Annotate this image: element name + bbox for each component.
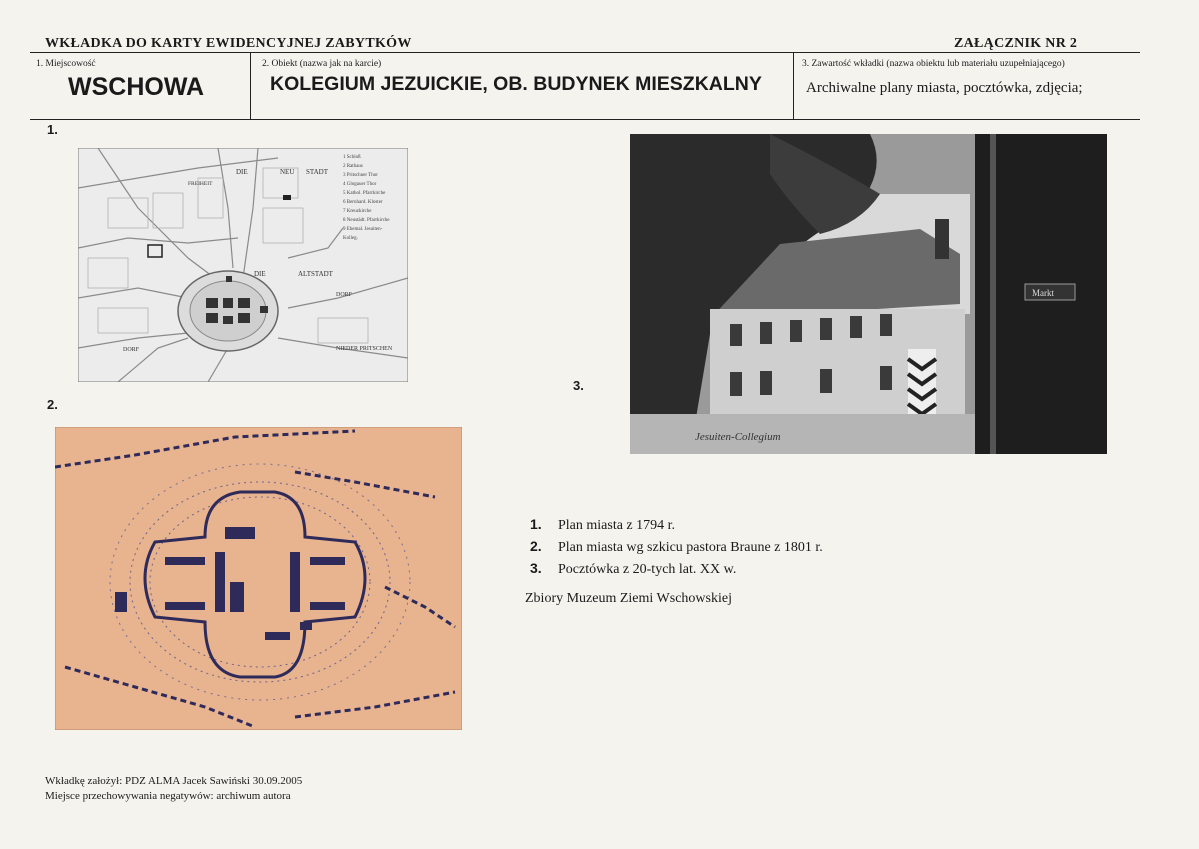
author-note: Wkładkę założył: PDZ ALMA Jacek Sawiński 30.09.2005 (45, 775, 303, 787)
svg-text:3 Pritschner Thor: 3 Pritschner Thor (343, 173, 378, 178)
map-label-dorf-2: DORF (123, 347, 140, 353)
city-plan-1801 (55, 427, 462, 730)
caption-item-3: 3. Pocztówka z 20-tych lat. XX w. (530, 560, 737, 577)
map-label-stadt: STADT (306, 168, 328, 176)
postcard-caption: Jesuiten-Collegium (695, 431, 781, 443)
map-label-altstadt: ALTSTADT (298, 270, 333, 278)
map-label-neu: NEU (280, 168, 295, 176)
table-bottom-border (30, 119, 1140, 120)
street-sign-text: Markt (1032, 288, 1054, 298)
document-title: WKŁADKA DO KARTY EWIDENCYJNEJ ZABYTKÓW (45, 36, 412, 51)
svg-text:6 Bernhard. Kloster: 6 Bernhard. Kloster (343, 200, 383, 205)
svg-text:5 Kathol. Pfarrkirche: 5 Kathol. Pfarrkirche (343, 191, 386, 196)
map-label-die-2: DIE (254, 270, 266, 278)
sentry-box (908, 349, 936, 414)
content-value: Archiwalne plany miasta, pocztówka, zdjęcia; (806, 80, 1083, 96)
svg-text:1 Schloß: 1 Schloß (343, 155, 361, 160)
source-note: Zbiory Muzeum Ziemi Wschowskiej (525, 591, 732, 606)
svg-text:2 Rathaus: 2 Rathaus (343, 164, 363, 169)
table-divider-1 (250, 52, 251, 120)
map-label-freiheit: FREIHEIT (188, 181, 213, 187)
figure-number-2: 2. (47, 397, 58, 412)
svg-text:Kolleg.: Kolleg. (343, 236, 358, 241)
figure-number-3: 3. (573, 378, 584, 393)
caption-item-2: 2. Plan miasta wg szkicu pastora Braune z 1801 r. (530, 538, 823, 555)
locality-label: 1. Miejscowość (36, 59, 96, 69)
map-label-nieder-pritschen: NIEDER PRITSCHEN (336, 346, 393, 352)
sketch-paper (55, 427, 462, 730)
locality-value: WSCHOWA (68, 73, 205, 101)
object-value: KOLEGIUM JEZUICKIE, OB. BUDYNEK MIESZKALNY (270, 73, 762, 95)
city-plan-1794 (78, 148, 408, 382)
svg-text:7 Kreuzkirche: 7 Kreuzkirche (343, 209, 372, 214)
postcard-photo (630, 134, 1107, 454)
svg-text:8 Neustädt. Pfarrkirche: 8 Neustädt. Pfarrkirche (343, 218, 390, 223)
content-label: 3. Zawartość wkładki (nazwa obiektu lub materiału uzupełniającego) (802, 59, 1065, 69)
svg-text:9 Ehemal. Jesuiten-: 9 Ehemal. Jesuiten- (343, 227, 383, 232)
street-ground (630, 414, 975, 454)
map-label-dorf-1: DORF (336, 292, 353, 298)
caption-item-1: 1. Plan miasta z 1794 r. (530, 516, 676, 533)
svg-text:4 Glogauer Thor: 4 Glogauer Thor (343, 182, 377, 187)
table-divider-2 (793, 52, 794, 120)
figure-number-1: 1. (47, 122, 58, 137)
map-label-die-1: DIE (236, 168, 248, 176)
table-top-border (30, 52, 1140, 53)
caption-list (530, 514, 823, 580)
annex-label: ZAŁĄCZNIK NR 2 (954, 36, 1078, 51)
storage-note: Miejsce przechowywania negatywów: archiwum autora (45, 790, 291, 802)
object-label: 2. Obiekt (nazwa jak na karcie) (262, 59, 382, 69)
